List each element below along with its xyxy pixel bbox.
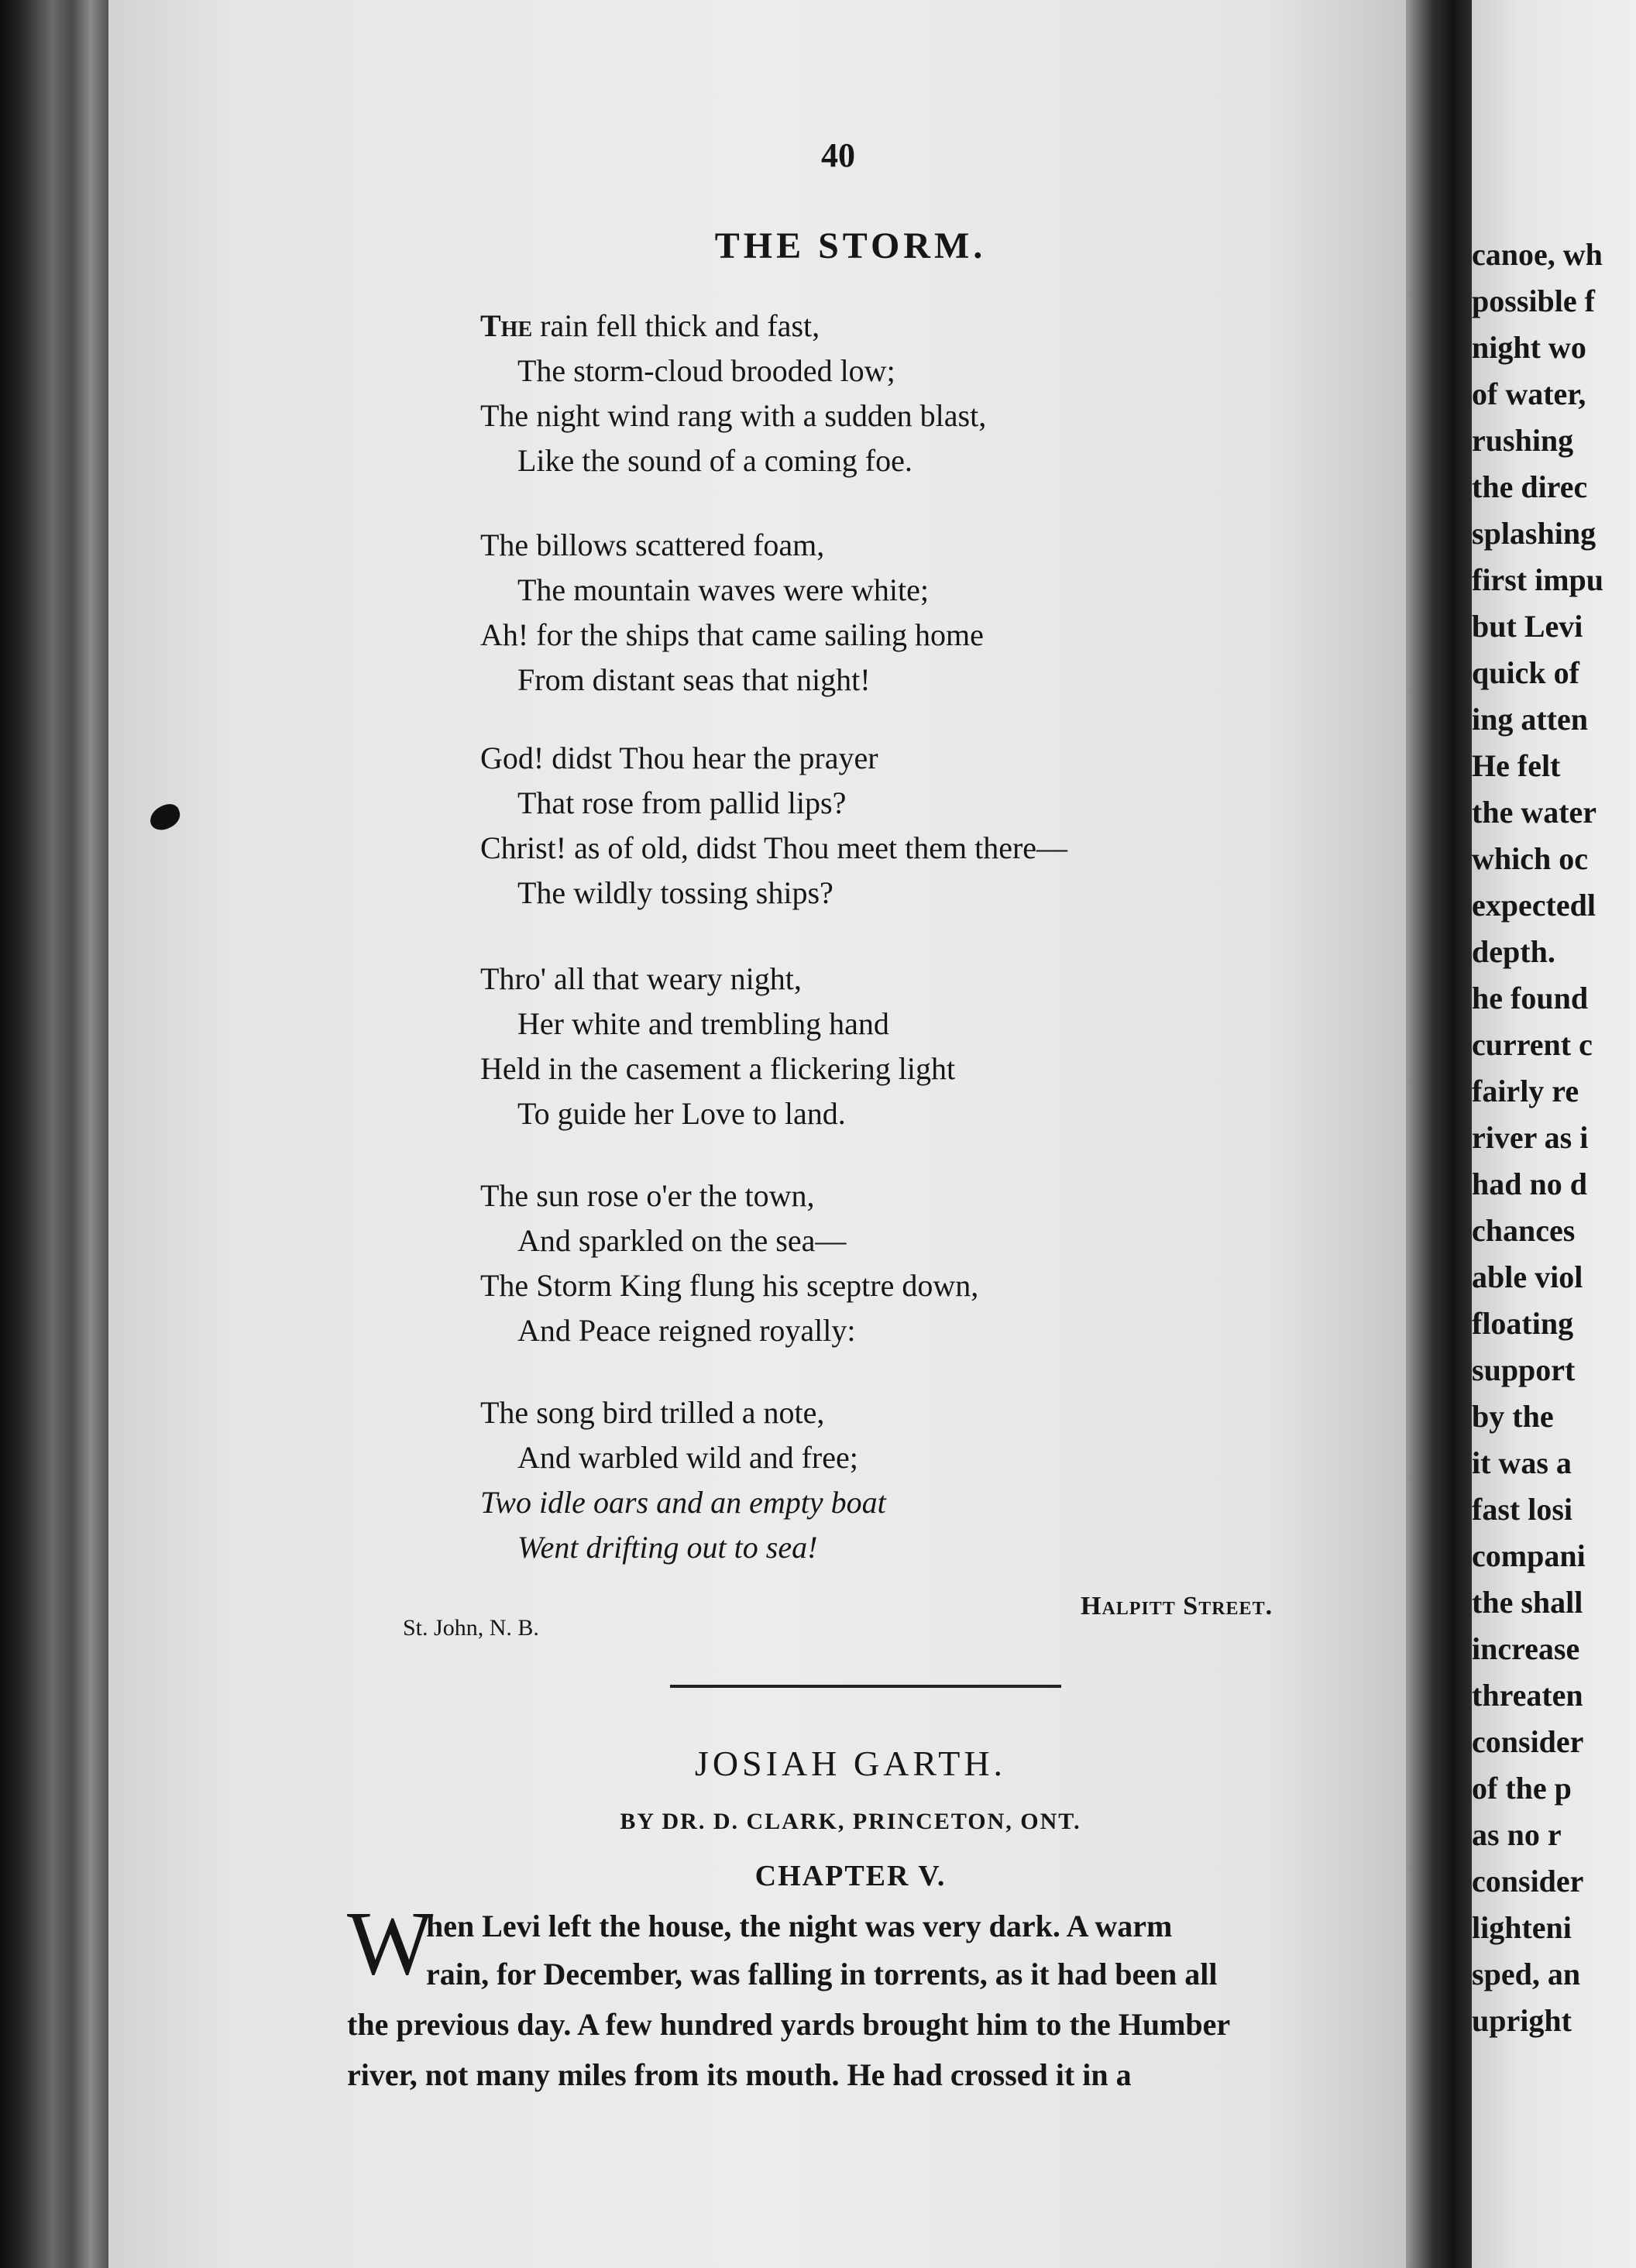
facing-page-line: the direc <box>1472 469 1588 504</box>
facing-page-line: able viol <box>1472 1259 1583 1294</box>
poem-line: And sparkled on the sea— <box>517 1223 847 1258</box>
facing-page-line: the water <box>1472 795 1597 830</box>
poem-line: The wildly tossing ships? <box>517 875 833 910</box>
poem-stanza-3 <box>480 736 1067 916</box>
facing-page-line: the shall <box>1472 1585 1583 1620</box>
poem-line: And warbled wild and free; <box>517 1440 858 1475</box>
poem-author: Halpitt Street. <box>1081 1592 1273 1620</box>
facing-page-line: fairly re <box>1472 1074 1579 1108</box>
story-line: hen Levi left the house, the night was very dark. A warm <box>426 1909 1173 1943</box>
poem-line: The storm-cloud brooded low; <box>517 353 895 388</box>
facing-page-line: as no r <box>1472 1817 1562 1852</box>
poem-line: Ah! for the ships that came sailing home <box>480 617 984 652</box>
facing-page-line: He felt <box>1472 748 1561 783</box>
poem-line: Like the sound of a coming foe. <box>517 443 913 478</box>
facing-page-line: night wo <box>1472 330 1586 365</box>
poem-line: The billows scattered foam, <box>480 527 825 562</box>
poem-line: The night wind rang with a sudden blast, <box>480 398 987 433</box>
facing-page-line: depth. <box>1472 934 1555 969</box>
poem-title: THE STORM. <box>714 225 987 266</box>
poem-stanza-5 <box>480 1174 978 1353</box>
poem-line: Two idle oars and an empty boat <box>480 1485 886 1520</box>
facing-page-line: increase <box>1472 1631 1580 1666</box>
poem-line: Held in the casement a flickering light <box>480 1051 956 1086</box>
poem-stanza-6 <box>480 1390 886 1570</box>
facing-page-line: lighteni <box>1472 1910 1572 1945</box>
poem-location: St. John, N. B. <box>403 1615 539 1641</box>
poem-line: The sun rose o'er the town, <box>480 1178 815 1213</box>
poem-line: The Storm King flung his sceptre down, <box>480 1268 979 1303</box>
facing-page-line: of the p <box>1472 1771 1572 1806</box>
facing-page-line: which oc <box>1472 841 1588 876</box>
story-line: rain, for December, was falling in torrents, as it had been all <box>426 1957 1218 1991</box>
poem-line: From distant seas that night! <box>517 662 871 697</box>
poem-stanza-1 <box>480 304 986 483</box>
facing-page-line: current c <box>1472 1027 1593 1062</box>
facing-page-line: quick of <box>1472 655 1579 690</box>
book-left-edge <box>0 0 116 2268</box>
story-title: JOSIAH GARTH. <box>694 1744 1007 1783</box>
poem-stanza-2 <box>480 523 984 703</box>
poem-line: And Peace reigned royally: <box>517 1313 856 1348</box>
chapter-heading: CHAPTER V. <box>754 1860 947 1892</box>
poem-line: The mountain waves were white; <box>517 572 929 607</box>
facing-page-line: expectedl <box>1472 888 1596 923</box>
facing-page-line: fast losi <box>1472 1492 1572 1527</box>
facing-page-line: canoe, wh <box>1472 237 1603 272</box>
poem-line-text: rain fell thick and fast, <box>532 308 820 343</box>
poem-line: Her white and trembling hand <box>517 1006 889 1041</box>
poem-line: Went drifting out to sea! <box>517 1530 818 1565</box>
poem-line: To guide her Love to land. <box>517 1096 846 1131</box>
facing-page-line: of water, <box>1472 376 1586 411</box>
poem-line: Christ! as of old, didst Thou meet them there— <box>480 830 1068 865</box>
facing-page-line: had no d <box>1472 1167 1587 1201</box>
page-number: 40 <box>821 136 855 174</box>
poem-line: That rose from pallid lips? <box>517 785 847 820</box>
facing-page-line: sped, an <box>1472 1957 1581 1991</box>
facing-page-line: first impu <box>1472 562 1603 597</box>
facing-page-line: consider <box>1472 1724 1584 1759</box>
section-divider <box>670 1685 1061 1688</box>
story-line: river, not many miles from its mouth. He had crossed it in a <box>347 2057 1132 2092</box>
facing-page-line: floating <box>1472 1306 1574 1341</box>
poem-line: God! didst Thou hear the prayer <box>480 741 878 775</box>
facing-page-line: but Levi <box>1472 609 1583 644</box>
poem-line: Thro' all that weary night, <box>480 961 802 996</box>
poem-line <box>480 304 986 349</box>
facing-page-line: by the <box>1472 1399 1554 1434</box>
facing-page-line: possible f <box>1472 284 1595 318</box>
story-byline: BY DR. D. CLARK, PRINCETON, ONT. <box>620 1809 1081 1834</box>
facing-page-line: upright <box>1472 2003 1572 2038</box>
poem-stanza-4 <box>480 957 955 1136</box>
facing-page-line: he found <box>1472 981 1589 1015</box>
facing-page-line: rushing <box>1472 423 1574 458</box>
facing-page-line: river as i <box>1472 1120 1589 1155</box>
facing-page-line: chances <box>1472 1213 1576 1248</box>
facing-page-line: it was a <box>1472 1445 1572 1480</box>
poem-first-word: The <box>480 308 533 343</box>
facing-page-line: ing atten <box>1472 702 1588 737</box>
facing-page-line: splashing <box>1472 516 1596 551</box>
facing-page-line: support <box>1472 1352 1576 1387</box>
story-line: the previous day. A few hundred yards brought him to the Humber <box>347 2007 1231 2042</box>
poem-line: The song bird trilled a note, <box>480 1395 825 1430</box>
facing-page-line: compani <box>1472 1538 1586 1573</box>
drop-cap: W <box>347 1892 434 1994</box>
facing-page-line: threaten <box>1472 1678 1583 1713</box>
facing-page-line: consider <box>1472 1864 1584 1899</box>
